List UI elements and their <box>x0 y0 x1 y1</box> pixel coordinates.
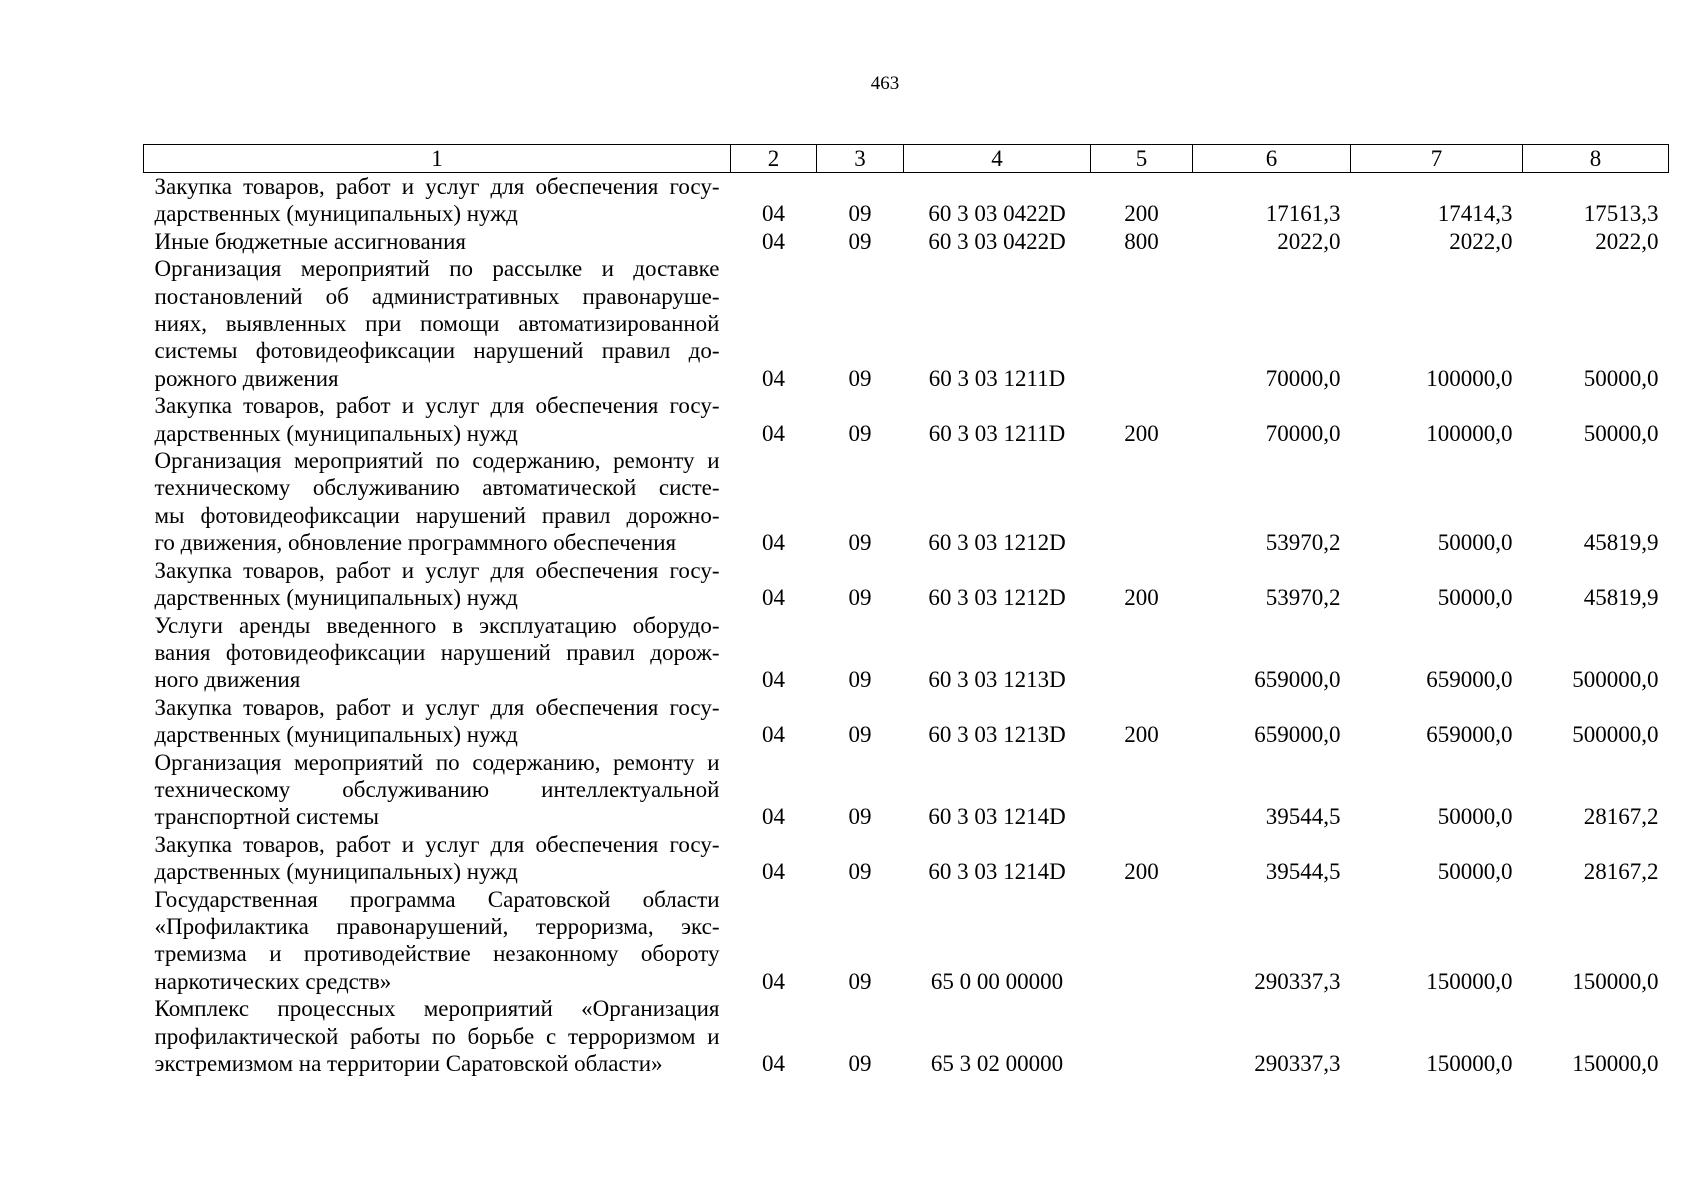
amount-col-6-cell: 39544,5 <box>1265 804 1341 830</box>
expense-type-cell: 200 <box>1124 585 1159 611</box>
table-row <box>144 557 1669 612</box>
amount-col-7-cell: 659000,0 <box>1426 667 1513 693</box>
subsection-cell: 09 <box>848 859 872 885</box>
item-name-line: экстремизмом на территории Саратовской области» <box>154 1051 663 1076</box>
item-name-line: дарственных (муниципальных) нужд <box>154 859 518 885</box>
section-cell: 04 <box>762 365 785 391</box>
item-name-line: мы фотовидеофиксации нарушений правил дорожно- <box>154 502 720 528</box>
section-cell: 04 <box>762 201 785 227</box>
target-article-cell: 60 3 03 0422D <box>928 201 1066 227</box>
item-name-line: техническому обслуживанию автоматической систе- <box>154 475 720 501</box>
item-name-line: рожного движения <box>154 365 339 391</box>
item-name-line: Комплекс процессных мероприятий «Организация <box>154 996 720 1022</box>
header-col-7: 7 <box>1351 145 1523 173</box>
section-cell: 04 <box>762 968 785 994</box>
target-article-cell: 60 3 03 1212D <box>928 530 1066 556</box>
item-name-line: Услуги аренды введенного в эксплуатацию оборудо- <box>154 612 720 638</box>
amount-col-6-cell: 659000,0 <box>1254 722 1341 748</box>
item-name-line: Организация мероприятий по содержанию, ремонту и <box>154 749 720 775</box>
page-number: 463 <box>870 73 900 94</box>
table-row <box>144 612 1669 694</box>
item-name-cell <box>144 173 731 228</box>
target-article-cell: 60 3 03 1214D <box>928 804 1066 830</box>
expense-type-cell <box>1091 447 1193 557</box>
item-name-line: дарственных (муниципальных) нужд <box>154 722 518 748</box>
amount-col-6-cell: 53970,2 <box>1265 530 1341 556</box>
amount-col-7-cell: 100000,0 <box>1426 365 1513 391</box>
item-name-line: техническому обслуживанию интеллектуальной <box>154 776 720 802</box>
item-name-line: Закупка товаров, работ и услуг для обеспечения госу- <box>154 831 720 857</box>
subsection-cell: 09 <box>848 968 872 994</box>
item-name-line: дарственных (муниципальных) нужд <box>154 201 518 227</box>
target-article-cell: 60 3 03 1212D <box>928 585 1066 611</box>
amount-col-7-cell: 100000,0 <box>1426 420 1513 446</box>
amount-col-8-cell: 50000,0 <box>1583 365 1659 391</box>
amount-col-8-cell: 150000,0 <box>1572 968 1659 994</box>
item-name-cell <box>144 886 731 996</box>
expense-type-cell: 200 <box>1124 201 1159 227</box>
amount-col-8-cell: 17513,3 <box>1583 201 1659 227</box>
item-name-line: Организация мероприятий по содержанию, ремонту и <box>154 448 720 474</box>
amount-col-6-cell: 17161,3 <box>1265 201 1341 227</box>
header-col-8: 8 <box>1523 145 1669 173</box>
table-row <box>144 173 1669 228</box>
budget-table <box>143 144 1669 1077</box>
table-row <box>144 831 1669 886</box>
amount-col-8-cell: 2022,0 <box>1595 228 1659 254</box>
table-row <box>144 447 1669 557</box>
section-cell: 04 <box>762 804 785 830</box>
target-article-cell: 65 0 00 00000 <box>930 968 1064 994</box>
item-name-cell <box>144 557 731 612</box>
subsection-cell: 09 <box>848 530 872 556</box>
section-cell: 04 <box>762 530 785 556</box>
expense-type-cell <box>1091 255 1193 392</box>
item-name-line: постановлений об административных правонаруше- <box>154 283 720 309</box>
table-row <box>144 255 1669 392</box>
header-col-1: 1 <box>144 145 731 173</box>
expense-type-cell: 800 <box>1124 228 1159 254</box>
target-article-cell: 60 3 03 1211D <box>928 420 1066 446</box>
expense-type-cell <box>1091 749 1193 831</box>
section-cell: 04 <box>762 667 785 693</box>
amount-col-8-cell: 50000,0 <box>1583 420 1659 446</box>
item-name-line: Иные бюджетные ассигнования <box>154 228 466 254</box>
item-name-line: Государственная программа Саратовской области <box>154 886 720 912</box>
table-row <box>144 886 1669 996</box>
table-body <box>144 173 1669 1078</box>
amount-col-7-cell: 150000,0 <box>1426 968 1513 994</box>
section-cell: 04 <box>762 1051 785 1076</box>
subsection-cell: 09 <box>848 1051 872 1076</box>
expense-type-cell: 200 <box>1124 859 1159 885</box>
item-name-cell <box>144 392 731 447</box>
item-name-line: Закупка товаров, работ и услуг для обеспечения госу- <box>154 557 720 583</box>
item-name-line: тремизма и противодействие незаконному обороту <box>154 941 720 967</box>
header-col-4: 4 <box>904 145 1091 173</box>
amount-col-6-cell: 70000,0 <box>1265 420 1341 446</box>
subsection-cell: 09 <box>848 667 872 693</box>
item-name-line: Закупка товаров, работ и услуг для обеспечения госу- <box>154 694 720 720</box>
item-name-line: наркотических средств» <box>154 968 392 994</box>
amount-col-8-cell: 28167,2 <box>1583 859 1659 885</box>
subsection-cell: 09 <box>848 201 872 227</box>
target-article-cell: 60 3 03 1214D <box>928 859 1066 885</box>
amount-col-8-cell: 500000,0 <box>1572 667 1659 693</box>
item-name-cell <box>144 255 731 392</box>
item-name-line: го движения, обновление программного обеспечения <box>154 530 677 556</box>
section-cell: 04 <box>762 585 785 611</box>
subsection-cell: 09 <box>848 365 872 391</box>
item-name-line: транспортной системы <box>154 804 379 830</box>
table-row <box>144 749 1669 831</box>
amount-col-7-cell: 150000,0 <box>1426 1051 1513 1076</box>
subsection-cell: 09 <box>848 585 872 611</box>
expense-type-cell <box>1091 995 1193 1077</box>
item-name-cell <box>144 694 731 749</box>
item-name-cell <box>144 749 731 831</box>
amount-col-7-cell: 17414,3 <box>1437 201 1513 227</box>
amount-col-7-cell: 50000,0 <box>1437 585 1513 611</box>
amount-col-6-cell: 290337,3 <box>1254 1051 1341 1076</box>
target-article-cell: 60 3 03 1213D <box>928 722 1066 748</box>
amount-col-7-cell: 50000,0 <box>1437 859 1513 885</box>
table-row <box>144 995 1669 1077</box>
amount-col-6-cell: 39544,5 <box>1265 859 1341 885</box>
amount-col-6-cell: 290337,3 <box>1254 968 1341 994</box>
item-name-line: ного движения <box>154 667 301 693</box>
item-name-cell <box>144 831 731 886</box>
amount-col-6-cell: 2022,0 <box>1277 228 1341 254</box>
amount-col-8-cell: 28167,2 <box>1583 804 1659 830</box>
item-name-cell <box>144 228 731 255</box>
table-row <box>144 228 1669 255</box>
amount-col-6-cell: 70000,0 <box>1265 365 1341 391</box>
header-col-5: 5 <box>1091 145 1193 173</box>
target-article-cell: 65 3 02 00000 <box>930 1051 1064 1076</box>
section-cell: 04 <box>762 722 785 748</box>
item-name-line: Организация мероприятий по рассылке и доставке <box>154 256 720 282</box>
amount-col-7-cell: 2022,0 <box>1449 228 1513 254</box>
subsection-cell: 09 <box>848 722 872 748</box>
item-name-cell <box>144 612 731 694</box>
item-name-line: «Профилактика правонарушений, терроризма, экс- <box>154 913 720 939</box>
header-col-3: 3 <box>817 145 904 173</box>
item-name-line: дарственных (муниципальных) нужд <box>154 420 518 446</box>
amount-col-8-cell: 45819,9 <box>1583 585 1659 611</box>
amount-col-7-cell: 50000,0 <box>1437 804 1513 830</box>
target-article-cell: 60 3 03 1211D <box>928 365 1066 391</box>
table-header <box>144 145 1669 173</box>
item-name-cell <box>144 995 731 1077</box>
section-cell: 04 <box>762 859 785 885</box>
subsection-cell: 09 <box>848 804 872 830</box>
amount-col-7-cell: 659000,0 <box>1426 722 1513 748</box>
expense-type-cell: 200 <box>1124 722 1159 748</box>
header-row <box>144 145 1669 173</box>
item-name-line: ниях, выявленных при помощи автоматизированной <box>154 311 720 337</box>
amount-col-6-cell: 53970,2 <box>1265 585 1341 611</box>
item-name-line: профилактической работы по борьбе с терроризмом и <box>154 1023 720 1049</box>
amount-col-6-cell: 659000,0 <box>1254 667 1341 693</box>
item-name-line: системы фотовидеофиксации нарушений правил до- <box>154 338 720 364</box>
amount-col-8-cell: 500000,0 <box>1572 722 1659 748</box>
expense-type-cell: 200 <box>1124 420 1159 446</box>
section-cell: 04 <box>762 420 785 446</box>
target-article-cell: 60 3 03 0422D <box>928 228 1066 254</box>
item-name-line: вания фотовидеофиксации нарушений правил дорож- <box>154 639 720 665</box>
table-row <box>144 392 1669 447</box>
item-name-line: Закупка товаров, работ и услуг для обеспечения госу- <box>154 174 720 199</box>
section-cell: 04 <box>762 228 785 254</box>
header-col-6: 6 <box>1193 145 1351 173</box>
target-article-cell: 60 3 03 1213D <box>928 667 1066 693</box>
item-name-line: дарственных (муниципальных) нужд <box>154 585 518 611</box>
subsection-cell: 09 <box>848 228 872 254</box>
table-row <box>144 694 1669 749</box>
amount-col-7-cell: 50000,0 <box>1437 530 1513 556</box>
item-name-line: Закупка товаров, работ и услуг для обеспечения госу- <box>154 393 720 419</box>
header-col-2: 2 <box>731 145 817 173</box>
expense-type-cell <box>1091 886 1193 996</box>
amount-col-8-cell: 45819,9 <box>1583 530 1659 556</box>
subsection-cell: 09 <box>848 420 872 446</box>
amount-col-8-cell: 150000,0 <box>1572 1051 1659 1076</box>
expense-type-cell <box>1091 612 1193 694</box>
item-name-cell <box>144 447 731 557</box>
